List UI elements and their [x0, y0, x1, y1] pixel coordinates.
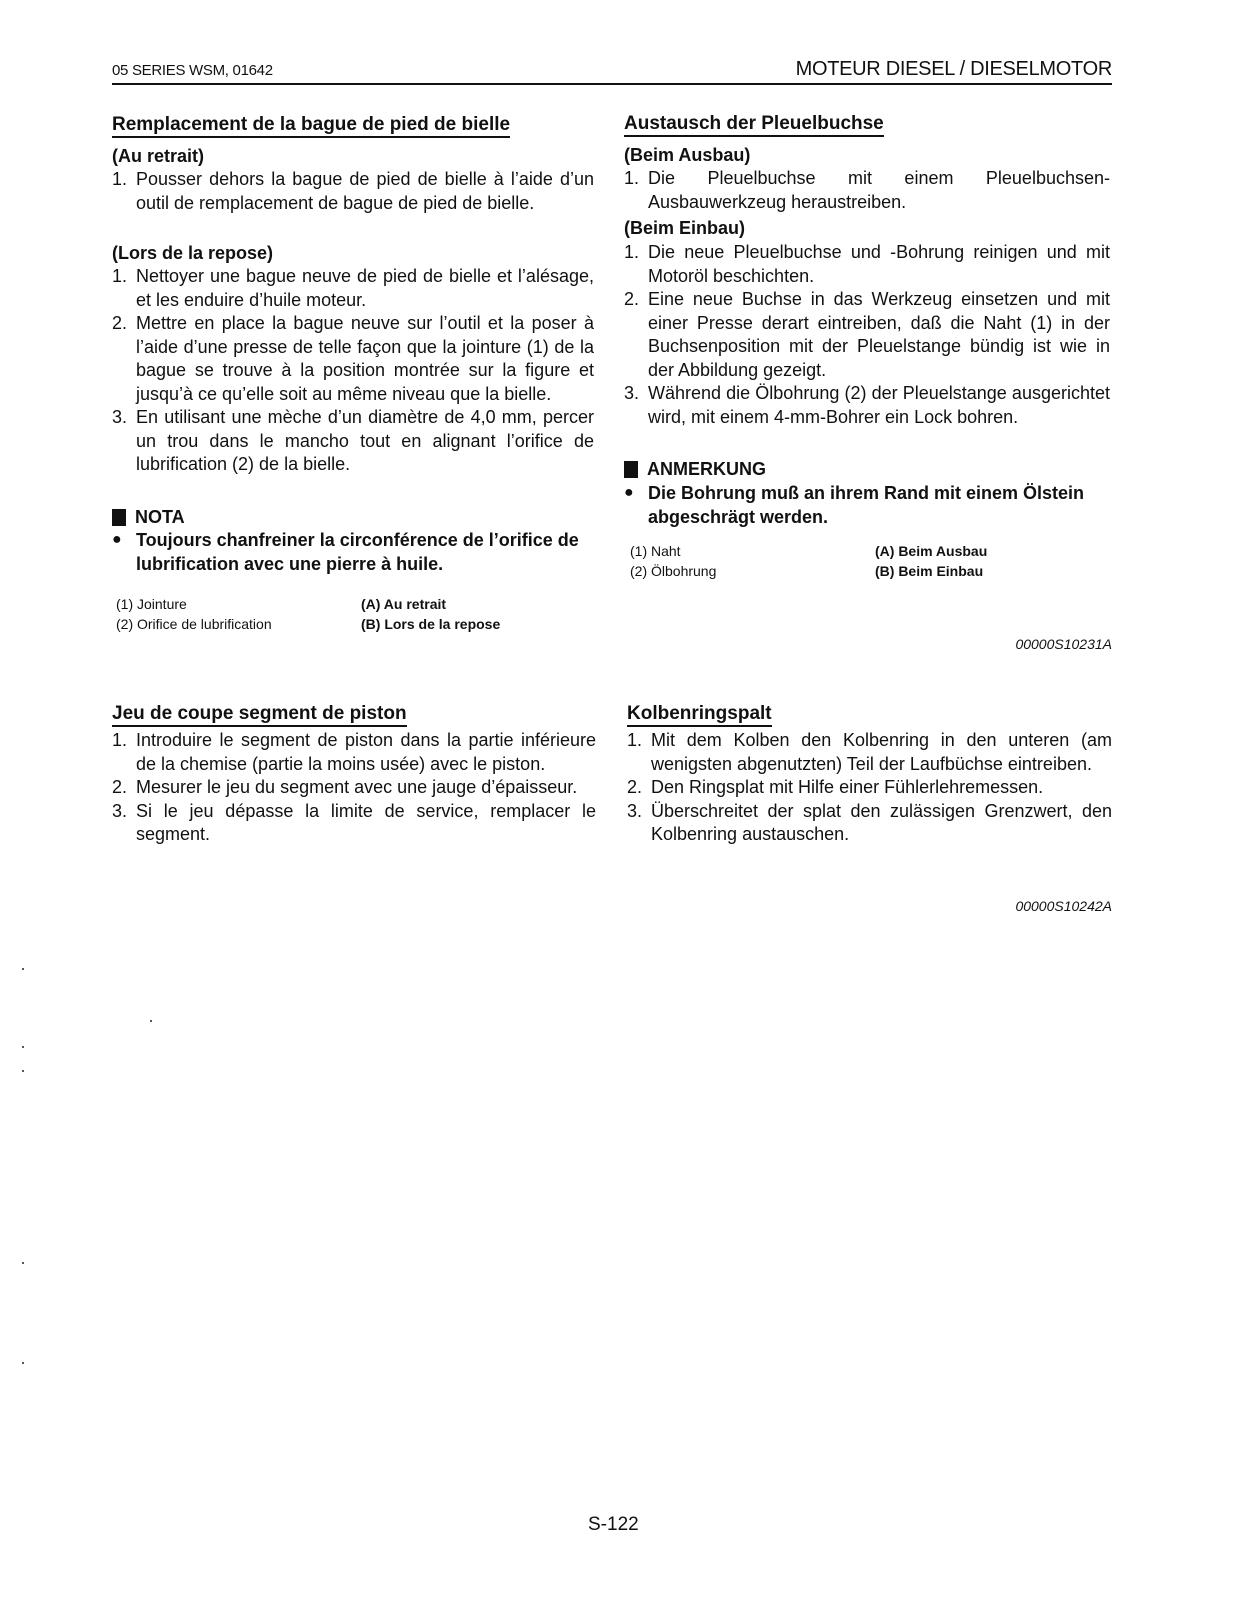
list-item: 3. Während die Ölbohrung (2) der Pleuelstange ausgerichtet wird, mit einem 4-mm-Bohrer ein Lock bohren.	[624, 383, 1110, 427]
page-number: S-122	[588, 1514, 639, 1535]
section1-fr-note	[112, 528, 594, 576]
section1-de-note-text: Die Bohrung muß an ihrem Rand mit einem Ölstein abgeschrägt werden.	[648, 483, 1085, 527]
list-item: 3. En utilisant une mèche d’un diamètre de 4,0 mm, percer un trou dans le mancho tout en alignant l’orifice de lubrification (2) de la bielle.	[112, 407, 594, 474]
list-item: 3. Überschreitet der splat den zulässigen Grenzwert, den Kolbenring austauschen.	[627, 800, 1112, 844]
section1-fr-install-steps	[112, 265, 594, 477]
list-item: 1. Nettoyer une bague neuve de pied de bielle et l’alésage, et les enduire d’huile moteur.	[112, 266, 594, 310]
section2-de-title: Kolbenringspalt	[627, 703, 772, 727]
section1-de-legend	[630, 541, 987, 581]
scan-speck	[22, 1070, 24, 1072]
section1-de-note	[624, 481, 1110, 529]
section1-de-install-steps	[624, 241, 1110, 429]
section2-fr-title: Jeu de coupe segment de piston	[112, 703, 407, 727]
section1-de-block	[624, 113, 884, 135]
section1-fr-legend	[116, 594, 500, 634]
section2-de-block	[627, 703, 772, 725]
legend-item: (1) Jointure	[116, 596, 187, 612]
legend-item: (2) Ölbohrung	[630, 563, 717, 579]
section1-de-title: Austausch der Pleuelbuchse	[624, 113, 884, 137]
legend-item: (2) Orifice de lubrification	[116, 616, 272, 632]
section1-fr-note-title: NOTA	[112, 507, 185, 528]
section1-fr-title: Remplacement de la bague de pied de bielle	[112, 114, 510, 138]
list-item: 1. Pousser dehors la bague de pied de bielle à l’aide d’un outil de remplacement de bague de pied de bielle.	[112, 169, 594, 213]
scan-speck	[22, 968, 24, 970]
section1-de-removal-steps	[624, 167, 1110, 214]
section2-fr-block	[112, 703, 407, 725]
list-item: 1. Mit dem Kolben den Kolbenring in den unteren (am wenigsten abgenutzten) Teil der Laufbüchse eintreiben.	[627, 730, 1112, 774]
list-item: 2. Mesurer le jeu du segment avec une jauge d’épaisseur.	[112, 777, 578, 797]
scan-speck	[22, 1362, 24, 1364]
section1-fr-note-text: Toujours chanfreiner la circonférence de l’orifice de lubrification avec une pierre à huile.	[136, 530, 579, 574]
section1-fr-removal-steps	[112, 168, 594, 215]
scan-speck	[22, 1262, 24, 1264]
scan-speck	[22, 1046, 24, 1048]
section1-fr-removal-heading: (Au retrait)	[112, 146, 205, 166]
legend-item: (B) Beim Einbau	[875, 563, 984, 579]
list-item: 2. Eine neue Buchse in das Werkzeug einsetzen und mit einer Presse derart eintreiben, daß die Naht (1) in der Buchsenposition mit der Pleuelstange bündig ist wie in der Abbildung gezeigt.	[624, 289, 1110, 380]
section1-de-note-title: ANMERKUNG	[624, 459, 766, 480]
legend-item: (A) Beim Ausbau	[875, 543, 988, 559]
list-item: 1. Die neue Pleuelbuchse und -Bohrung reinigen und mit Motoröl beschichten.	[624, 242, 1110, 286]
note-square-icon	[624, 461, 638, 478]
legend-item: (A) Au retrait	[361, 596, 447, 612]
bullet-icon: ●	[624, 484, 634, 501]
legend-item: (B) Lors de la repose	[361, 616, 501, 632]
scan-speck	[150, 1020, 152, 1022]
list-item: 2. Mettre en place la bague neuve sur l’outil et la poser à l’aide d’une presse de telle façon que la jointure (1) de la bague se trouve à la position montrée sur la figure et jusqu’à ce qu’elle soit au même niveau que la bielle.	[112, 313, 594, 404]
section2-reference-code: 00000S10242A	[1015, 898, 1112, 914]
list-item: 2. Den Ringsplat mit Hilfe einer Fühlerlehremessen.	[627, 777, 1044, 797]
legend-item: (1) Naht	[630, 543, 681, 559]
bullet-icon: ●	[112, 531, 122, 548]
section2-fr-steps	[112, 729, 596, 847]
list-item: 1. Introduire le segment de piston dans la partie inférieure de la chemise (partie la moins usée) avec le piston.	[112, 730, 596, 774]
header-manual-id: 05 SERIES WSM, 01642	[112, 62, 273, 79]
section1-fr-block	[112, 114, 510, 136]
list-item: 1. Die Pleuelbuchse mit einem Pleuelbuchsen-Ausbauwerkzeug heraustreiben.	[624, 168, 1110, 212]
list-item: 3. Si le jeu dépasse la limite de service, remplacer le segment.	[112, 800, 596, 844]
header-chapter-title: MOTEUR DIESEL / DIESELMOTOR	[795, 58, 1112, 80]
note-square-icon	[112, 509, 126, 526]
section1-de-install-heading: (Beim Einbau)	[624, 218, 746, 238]
section1-reference-code: 00000S10231A	[1015, 636, 1112, 652]
section1-de-removal-heading: (Beim Ausbau)	[624, 145, 751, 165]
header-rule	[112, 83, 1112, 85]
section2-de-steps	[627, 729, 1112, 847]
section1-fr-install-heading: (Lors de la repose)	[112, 243, 274, 263]
